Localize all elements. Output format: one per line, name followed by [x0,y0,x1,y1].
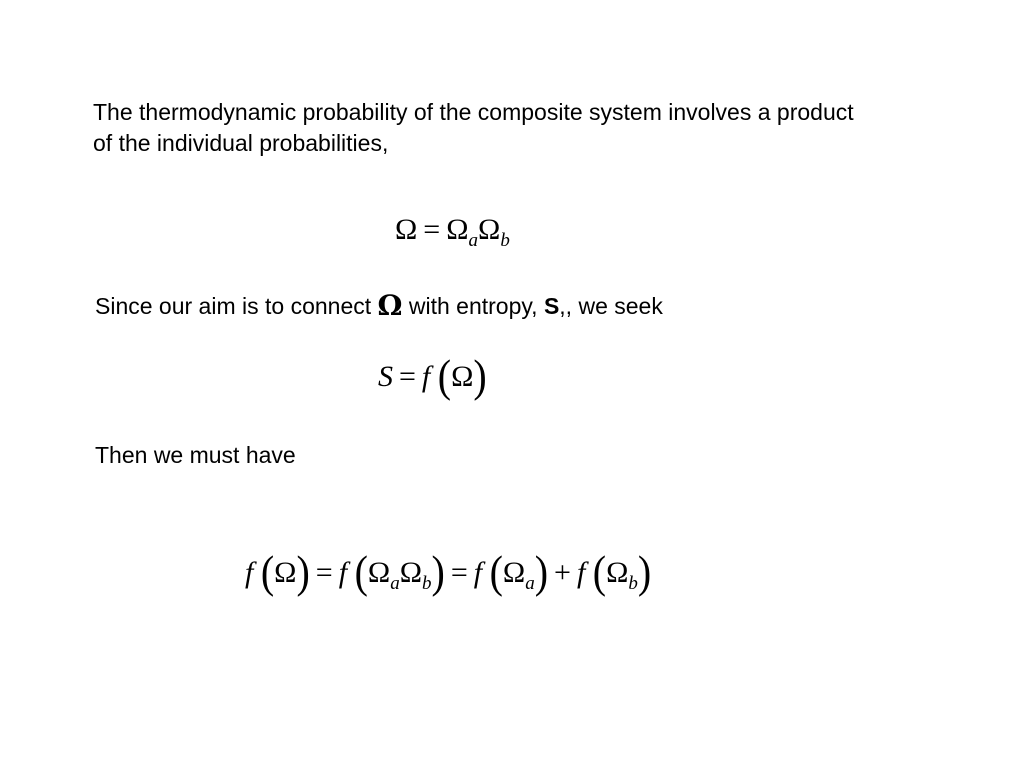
equals-sign: = [450,556,468,589]
left-paren: ( [592,545,607,598]
left-paren: ( [354,545,368,598]
omega-symbol: Ω [399,556,422,589]
conclusion-paragraph [95,440,595,471]
equation-additivity [245,545,652,604]
left-paren: ( [260,545,275,598]
omega-symbol: Ω [446,213,469,246]
function-f: f [421,360,431,393]
aim-text-after: ,, we seek [559,293,663,319]
omega-symbol: Ω [274,556,297,589]
omega-symbol: Ω [502,556,526,589]
omega-symbol: Ω [478,213,501,246]
subscript-b: b [421,573,432,594]
right-paren: ) [534,545,549,598]
omega-inline-symbol: Ω [377,289,403,322]
omega-symbol: Ω [451,360,474,393]
equation-omega-product [395,210,510,261]
right-paren: ) [431,545,445,598]
intro-line-2: of the individual probabilities, [93,130,389,156]
subscript-b: b [628,573,638,594]
aim-paragraph [95,290,895,322]
function-f: f [245,556,254,589]
left-paren: ( [489,545,503,598]
equals-sign: = [399,360,416,393]
subscript-a: a [525,573,535,594]
entropy-S: S [378,360,393,393]
right-paren: ) [473,349,487,402]
subscript-a: a [390,573,400,594]
intro-line-1: The thermodynamic probability of the composite system involves a product [93,99,854,125]
left-paren: ( [437,349,452,402]
subscript-a: a [468,230,479,251]
function-f: f [338,556,348,589]
equals-sign: = [315,556,333,589]
entropy-symbol: S [543,293,560,319]
equals-sign: = [423,213,441,246]
equation-entropy-function [378,349,487,402]
omega-symbol: Ω [367,556,391,589]
intro-paragraph [93,97,973,159]
subscript-b: b [500,230,510,251]
aim-text-middle: with entropy, [402,293,544,319]
conclusion-text: Then we must have [95,442,296,468]
omega-symbol: Ω [395,213,418,246]
right-paren: ) [637,545,652,598]
omega-symbol: Ω [606,556,629,589]
right-paren: ) [296,545,310,598]
function-f: f [473,556,483,589]
plus-sign: + [554,556,571,589]
aim-text-before: Since our aim is to connect [95,293,378,319]
function-f: f [576,556,586,589]
